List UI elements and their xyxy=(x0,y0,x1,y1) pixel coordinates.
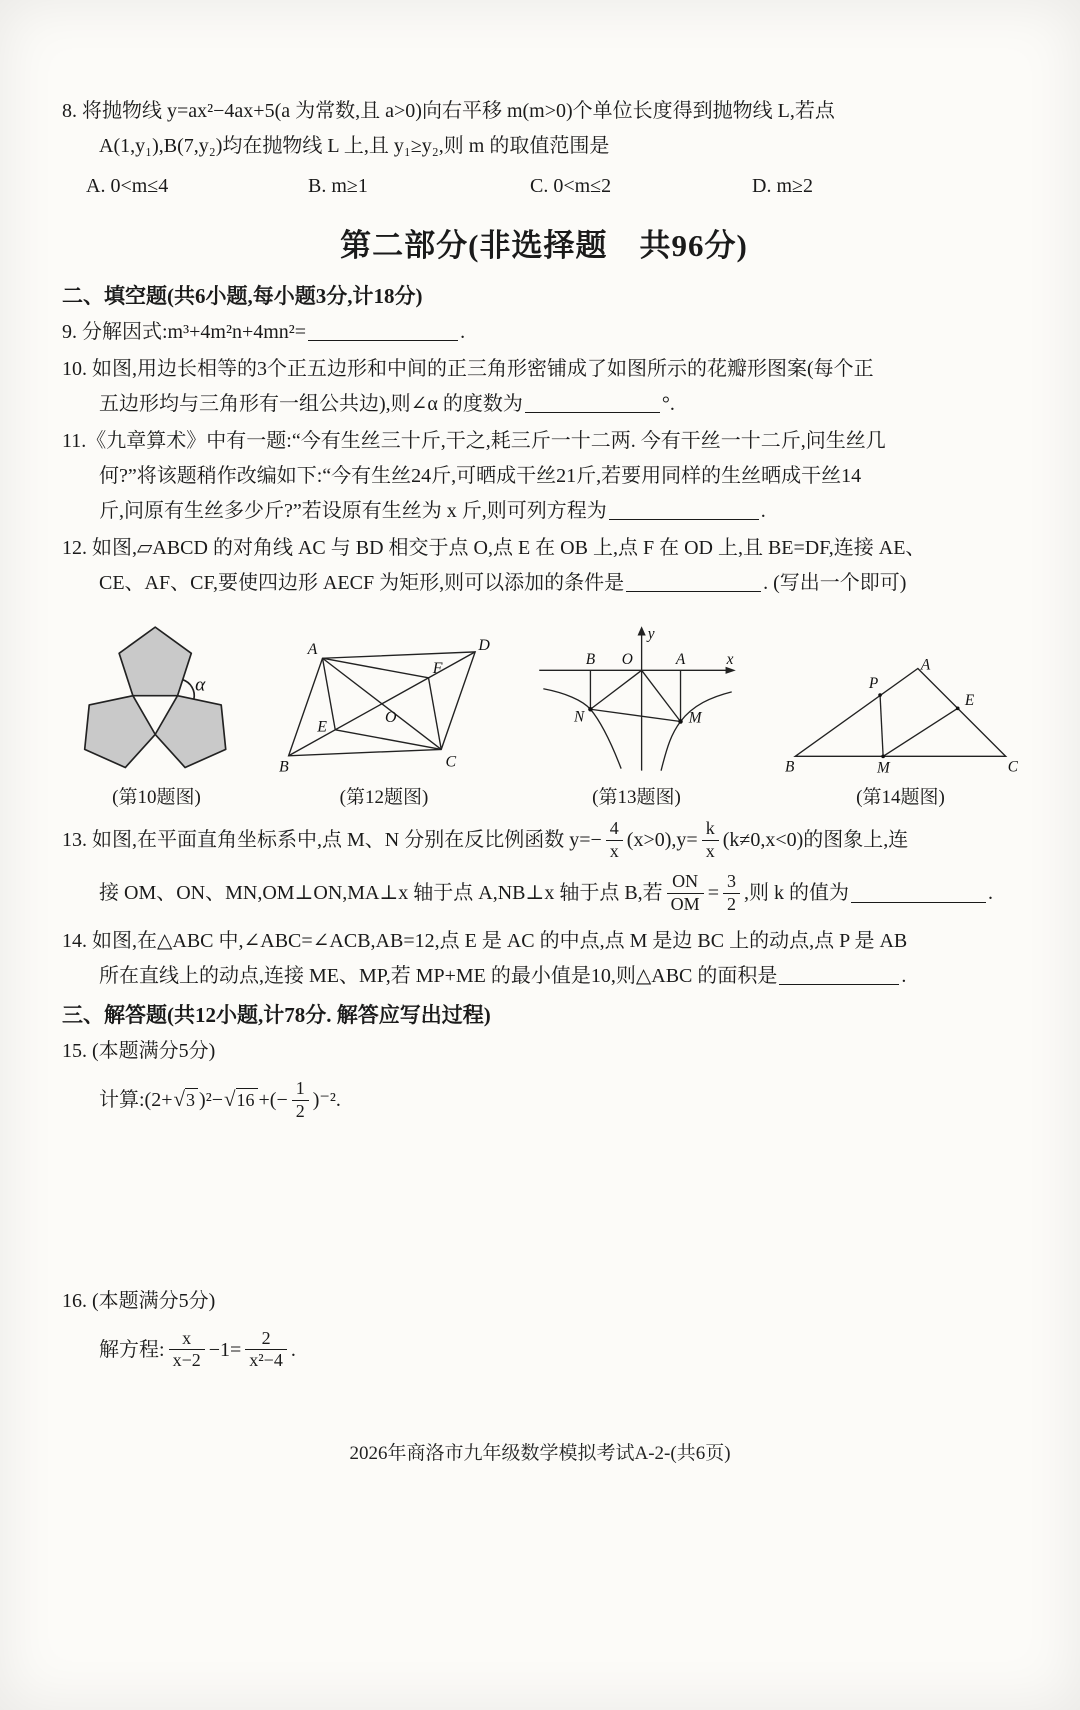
question-16 xyxy=(62,1284,1026,1372)
parallelogram-figure xyxy=(278,637,490,777)
question-11 xyxy=(62,424,1026,529)
question-12-line-2-suffix: . (写出一个即可) xyxy=(763,572,907,594)
question-10 xyxy=(62,352,1026,422)
question-13-line-1 xyxy=(62,818,1026,862)
figure-14 xyxy=(783,656,1018,809)
sqrt-16: √ 16 xyxy=(224,1088,258,1112)
fraction-k-over-x: $\frac{k}{x}$ xyxy=(702,818,719,862)
question-15-text-2: )²− xyxy=(199,1089,223,1112)
answer-blank-q11 xyxy=(609,500,759,520)
figure-14-caption: (第14题图) xyxy=(856,787,945,808)
section2-title: 二、填空题(共6小题,每小题3分,计18分) xyxy=(62,284,423,308)
question-15 xyxy=(62,1034,1026,1122)
question-13 xyxy=(62,818,1026,915)
part2-title: 第二部分(非选择题 共96分) xyxy=(340,228,748,263)
figure-10-caption: (第10题图) xyxy=(112,787,201,808)
coordinate-system-figure xyxy=(529,621,744,777)
question-14-line-2 xyxy=(62,959,1026,994)
point-o-label: O xyxy=(385,708,397,726)
answer-blank-q9 xyxy=(308,321,458,341)
vertex-c-label: C xyxy=(445,753,457,771)
question-12-line-2 xyxy=(62,566,1026,601)
question-15-text-1: 计算:(2+ xyxy=(99,1089,173,1112)
question-11-line-3 xyxy=(62,494,1026,529)
point-m-dot xyxy=(678,719,683,724)
point-n-label: N xyxy=(574,708,585,726)
answer-blank-q10 xyxy=(525,393,660,413)
figure-12 xyxy=(278,637,490,809)
y-axis-label: y xyxy=(647,625,655,643)
fraction-2-over-x2-minus-4: $\frac{2}{\text{x²−4}}$ xyxy=(245,1328,287,1372)
parallelogram-lines xyxy=(289,652,476,756)
question-14 xyxy=(62,924,1026,994)
question-13-period: . xyxy=(987,882,993,905)
point-a-label: A xyxy=(675,651,686,669)
point-b-label: B xyxy=(585,651,596,669)
question-14-period: . xyxy=(901,965,907,988)
question-12 xyxy=(62,531,1026,601)
point-e-dot xyxy=(956,706,960,710)
figures-row xyxy=(74,617,1018,809)
question-15-expression xyxy=(62,1078,1026,1122)
option-b: B. m≥1 xyxy=(308,175,368,197)
equals-sign: = xyxy=(707,882,719,905)
question-15-header: 15. (本题满分5分) xyxy=(62,1040,216,1063)
y-axis-arrow xyxy=(638,626,646,635)
option-c: C. 0<m≤2 xyxy=(530,175,612,197)
point-f-label: F xyxy=(432,660,443,678)
vertex-a-label: A xyxy=(920,656,931,674)
vertex-c-label: C xyxy=(1007,758,1018,776)
alpha-label: α xyxy=(195,674,206,696)
question-13-text-1: 13. 如图,在平面直角坐标系中,点 M、N 分别在反比例函数 y=− xyxy=(62,829,602,852)
fraction-1-over-2: $\frac{1}{2}$ xyxy=(292,1078,309,1122)
answer-blank-q14 xyxy=(779,965,899,985)
question-15-text-3: +(− xyxy=(258,1089,288,1112)
question-16-equation xyxy=(62,1328,1026,1372)
question-13-text-5: ,则 k 的值为 xyxy=(743,882,849,905)
page-footer: 2026年商洛市九年级数学模拟考试A-2-(共6页) xyxy=(349,1443,731,1464)
question-16-text-2: −1= xyxy=(208,1338,242,1361)
question-11-line-2: 何?”将该题稍作改编如下:“今有生丝24斤,可晒成干丝21斤,若要用同样的生丝晒成干丝14 xyxy=(99,465,862,487)
triangle-figure xyxy=(783,656,1018,777)
question-10-line-1: 10. 如图,用边长相等的3个正五边形和中间的正三角形密铺成了如图所示的花瓣形图案(每个正 xyxy=(62,358,874,380)
figure-10 xyxy=(74,617,239,809)
x-axis-label: x xyxy=(726,651,734,669)
question-11-line-3-suffix: . xyxy=(760,500,766,522)
pentagons xyxy=(85,627,226,767)
point-m-label: M xyxy=(877,759,890,777)
answer-blank-q13 xyxy=(851,883,986,903)
figure-13-caption: (第13题图) xyxy=(592,787,681,808)
axes xyxy=(539,633,729,770)
question-9-period: . xyxy=(460,321,466,343)
pentagon-flower-figure xyxy=(74,617,239,777)
question-13-text-2: (x>0),y= xyxy=(626,829,698,852)
fraction-x-over-x-minus-2: $\frac{x}{x-2}$ xyxy=(169,1328,205,1372)
fraction-3-over-2: $\frac{3}{2}$ xyxy=(723,871,740,915)
option-a: A. 0<m≤4 xyxy=(86,175,169,197)
triangle-lines xyxy=(795,668,1005,756)
vertex-a-label: A xyxy=(307,641,318,658)
fraction-on-over-om: $\frac{ON}{OM}$ xyxy=(667,871,704,915)
question-13-line-2 xyxy=(62,871,1026,915)
alpha-angle-arc xyxy=(183,680,195,699)
vertex-d-label: D xyxy=(478,637,490,654)
point-n-dot xyxy=(588,707,593,712)
question-16-text-1: 解方程: xyxy=(99,1338,165,1361)
hyperbola-branches xyxy=(543,689,731,771)
fraction-4-over-x: $\frac{4}{x}$ xyxy=(606,818,623,862)
figure-13 xyxy=(529,621,744,809)
question-13-text-3: (k≠0,x<0)的图象上,连 xyxy=(722,829,909,852)
question-11-line-1: 11.《九章算术》中有一题:“今有生丝三十斤,干之,耗三斤一十二两. 今有干丝一十二斤,问生丝几 xyxy=(62,430,886,452)
point-p-dot xyxy=(878,693,882,697)
question-16-header: 16. (本题满分5分) xyxy=(62,1289,216,1312)
question-9-text: 9. 分解因式:m³+4m²n+4mn²= xyxy=(62,321,307,343)
point-m-dot xyxy=(881,755,885,759)
question-10-line-2-text: 五边形均与三角形有一组公共边),则∠α 的度数为 xyxy=(99,393,523,415)
working-space-q15 xyxy=(62,1132,1026,1284)
question-14-line-2-text: 所在直线上的动点,连接 ME、MP,若 MP+ME 的最小值是10,则△ABC 的面积是 xyxy=(99,965,778,988)
question-14-line-1: 14. 如图,在△ABC 中,∠ABC=∠ACB,AB=12,点 E 是 AC 的中点,点 M 是边 BC 上的动点,点 P 是 AB xyxy=(62,930,908,953)
point-m-label: M xyxy=(688,709,702,727)
figure-12-caption: (第12题图) xyxy=(339,787,429,808)
segments xyxy=(590,670,680,721)
question-10-line-2-suffix: °. xyxy=(661,393,675,415)
question-10-line-2 xyxy=(62,387,1026,422)
vertex-b-label: B xyxy=(279,758,289,776)
question-13-text-4: 接 OM、ON、MN,OM⊥ON,MA⊥x 轴于点 A,NB⊥x 轴于点 B,若 xyxy=(99,882,663,905)
question-8-line-2: A(1,y₁),B(7,y₂)均在抛物线 L 上,且 y₁≥y₂,则 m 的取值范围是 xyxy=(99,135,610,157)
question-9 xyxy=(62,315,1026,350)
question-8-line-1: 8. 将抛物线 y=ax²−4ax+5(a 为常数,且 a>0)向右平移 m(m>0)个单位长度得到抛物线 L,若点 xyxy=(62,100,835,122)
point-e-label: E xyxy=(317,718,327,736)
point-e-label: E xyxy=(964,692,975,710)
origin-label: O xyxy=(621,651,633,669)
point-p-label: P xyxy=(868,674,879,692)
sqrt-3: √ 3 xyxy=(174,1088,199,1112)
question-8 xyxy=(62,94,1026,204)
question-12-line-1: 12. 如图,▱ABCD 的对角线 AC 与 BD 相交于点 O,点 E 在 OB 上,点 F 在 OD 上,且 BE=DF,连接 AE、 xyxy=(62,537,926,559)
question-8-options xyxy=(62,168,1026,204)
question-16-period: . xyxy=(290,1338,296,1361)
vertex-b-label: B xyxy=(785,758,795,776)
question-15-text-4: )⁻². xyxy=(312,1089,341,1112)
answer-blank-q12 xyxy=(626,572,761,592)
option-d: D. m≥2 xyxy=(752,175,813,197)
question-12-line-2-text: CE、AF、CF,要使四边形 AECF 为矩形,则可以添加的条件是 xyxy=(99,572,625,594)
section3-title: 三、解答题(共12小题,计78分. 解答应写出过程) xyxy=(62,1003,491,1028)
question-11-line-3-text: 斤,问原有生丝多少斤?”若设原有生丝为 x 斤,则可列方程为 xyxy=(99,500,607,522)
